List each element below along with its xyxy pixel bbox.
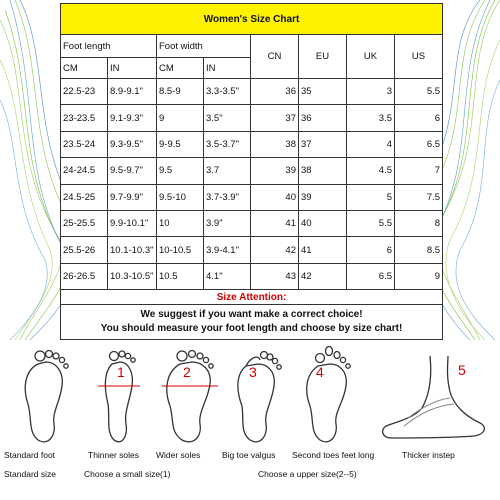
label-thinner-soles: Thinner soles: [88, 450, 140, 460]
cell-cn: 37: [251, 105, 299, 131]
header-foot-length: Foot length: [61, 35, 157, 58]
cell-length-cm: 25.5-26: [61, 237, 108, 263]
cell-width-in: 3.9": [204, 210, 251, 236]
table-row: [61, 105, 443, 131]
row-choose-small: Choose a small size(1): [84, 469, 171, 479]
foot-number-3: 3: [249, 364, 257, 380]
header-width-cm: CM: [157, 58, 204, 79]
cell-width-in: 3.3-3.5": [204, 79, 251, 105]
cell-uk: 6.5: [347, 263, 395, 289]
cell-uk: 5.5: [347, 210, 395, 236]
cell-cn: 41: [251, 210, 299, 236]
cell-width-in: 3.7-3.9": [204, 184, 251, 210]
cell-length-in: 9.5-9.7": [108, 158, 157, 184]
cell-uk: 6: [347, 237, 395, 263]
cell-uk: 3.5: [347, 105, 395, 131]
cell-width-in: 3.5-3.7": [204, 131, 251, 157]
cell-eu: 40: [299, 210, 347, 236]
cell-length-cm: 24.5-25: [61, 184, 108, 210]
header-foot-width: Foot width: [157, 35, 251, 58]
cell-us: 6: [395, 105, 443, 131]
header-length-in: IN: [108, 58, 157, 79]
wider-soles-foot-icon: [160, 346, 220, 446]
cell-us: 7.5: [395, 184, 443, 210]
cell-width-in: 3.7: [204, 158, 251, 184]
cell-cn: 39: [251, 158, 299, 184]
label-standard-foot: Standard foot: [4, 450, 56, 460]
header-eu: EU: [299, 35, 347, 79]
cell-us: 6.5: [395, 131, 443, 157]
foot-number-2: 2: [183, 364, 191, 380]
header-cn: CN: [251, 35, 299, 79]
cell-length-cm: 23-23.5: [61, 105, 108, 131]
cell-length-in: 10.1-10.3": [108, 237, 157, 263]
header-width-in: IN: [204, 58, 251, 79]
cell-width-in: 3.5": [204, 105, 251, 131]
cell-us: 8: [395, 210, 443, 236]
cell-eu: 36: [299, 105, 347, 131]
size-chart-sheet: [60, 3, 442, 339]
label-big-toe-valgus: Big toe valgus: [222, 450, 276, 460]
cell-eu: 35: [299, 79, 347, 105]
cell-length-cm: 22.5-23: [61, 79, 108, 105]
cell-width-cm: 10.5: [157, 263, 204, 289]
cell-eu: 42: [299, 263, 347, 289]
cell-length-in: 9.9-10.1": [108, 210, 157, 236]
cell-width-cm: 9-9.5: [157, 131, 204, 157]
table-row: [61, 79, 443, 105]
cell-length-cm: 26-26.5: [61, 263, 108, 289]
table-row: [61, 184, 443, 210]
thicker-instep-foot-icon: [378, 346, 496, 446]
thinner-soles-foot-icon: [94, 346, 144, 446]
cell-eu: 38: [299, 158, 347, 184]
cell-eu: 37: [299, 131, 347, 157]
table-row: [61, 131, 443, 157]
foot-number-4: 4: [316, 364, 324, 380]
cell-length-cm: 25-25.5: [61, 210, 108, 236]
chart-title: Women's Size Chart: [61, 4, 443, 35]
size-chart-table: [60, 3, 443, 340]
table-row: [61, 263, 443, 289]
cell-cn: 36: [251, 79, 299, 105]
standard-foot-icon: [16, 346, 76, 446]
cell-width-cm: 9: [157, 105, 204, 131]
header-us: US: [395, 35, 443, 79]
second-toe-long-foot-icon: [298, 346, 358, 446]
cell-us: 8.5: [395, 237, 443, 263]
advice-line-2: You should measure your foot length and choose by size chart!: [100, 323, 403, 335]
table-row: [61, 158, 443, 184]
cell-cn: 43: [251, 263, 299, 289]
row-standard-size: Standard size: [4, 469, 56, 479]
cell-width-cm: 10-10.5: [157, 237, 204, 263]
cell-uk: 3: [347, 79, 395, 105]
cell-uk: 5: [347, 184, 395, 210]
size-attention-title: Size Attention:: [61, 290, 443, 305]
cell-us: 7: [395, 158, 443, 184]
cell-cn: 40: [251, 184, 299, 210]
cell-length-in: 9.1-9.3": [108, 105, 157, 131]
cell-uk: 4.5: [347, 158, 395, 184]
header-length-cm: CM: [61, 58, 108, 79]
size-advice: [61, 305, 443, 340]
cell-eu: 41: [299, 237, 347, 263]
foot-number-1: 1: [117, 364, 125, 380]
cell-width-in: 4.1": [204, 263, 251, 289]
foot-types-section: [0, 342, 500, 500]
cell-length-in: 9.7-9.9": [108, 184, 157, 210]
cell-length-cm: 24-24.5: [61, 158, 108, 184]
label-thicker-instep: Thicker instep: [402, 450, 455, 460]
cell-cn: 38: [251, 131, 299, 157]
cell-length-in: 9.3-9.5": [108, 131, 157, 157]
header-uk: UK: [347, 35, 395, 79]
cell-length-cm: 23.5-24: [61, 131, 108, 157]
cell-length-in: 8.9-9.1": [108, 79, 157, 105]
table-row: [61, 237, 443, 263]
label-second-toes-long: Second toes feet long: [292, 450, 375, 460]
label-wider-soles: Wider soles: [156, 450, 201, 460]
big-toe-valgus-foot-icon: [228, 346, 288, 446]
row-choose-upper: Choose a upper size(2--5): [258, 469, 357, 479]
cell-width-cm: 9.5: [157, 158, 204, 184]
cell-length-in: 10.3-10.5": [108, 263, 157, 289]
cell-us: 9: [395, 263, 443, 289]
cell-width-cm: 10: [157, 210, 204, 236]
cell-uk: 4: [347, 131, 395, 157]
advice-line-1: We suggest if you want make a correct choice!: [140, 309, 363, 321]
cell-us: 5.5: [395, 79, 443, 105]
cell-width-in: 3.9-4.1": [204, 237, 251, 263]
cell-eu: 39: [299, 184, 347, 210]
cell-width-cm: 8.5-9: [157, 79, 204, 105]
cell-cn: 42: [251, 237, 299, 263]
table-row: [61, 210, 443, 236]
cell-width-cm: 9.5-10: [157, 184, 204, 210]
foot-number-5: 5: [458, 362, 466, 378]
